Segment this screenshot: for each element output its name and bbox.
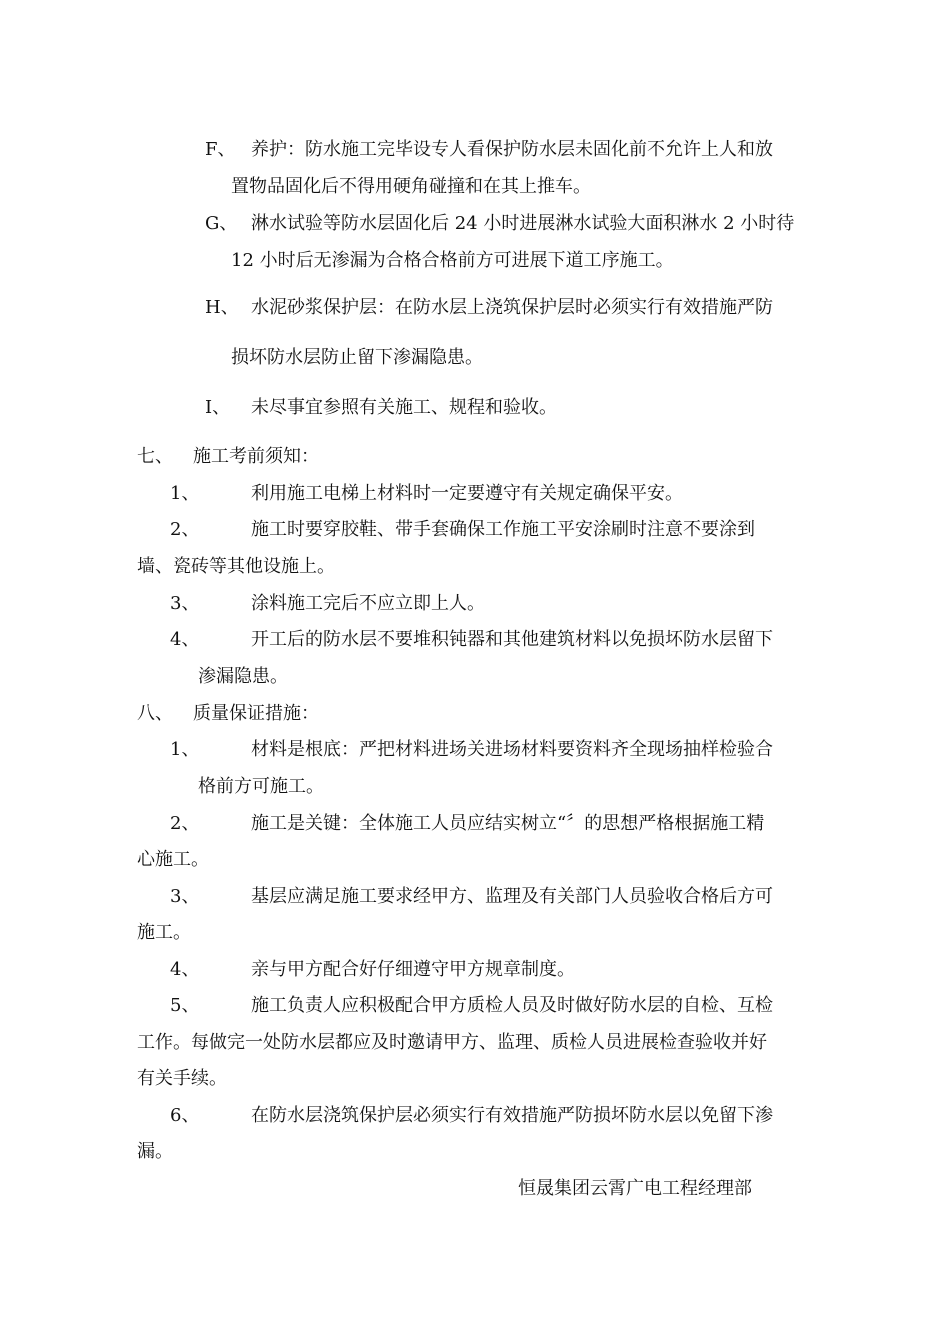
s8-item-6-line-1: 在防水层浇筑保护层必须实行有效措施严防损坏防水层以免留下渗 — [251, 1105, 773, 1126]
s8-item-5-line-2: 工作。每做完一处防水层都应及时邀请甲方、监理、质检人员进展检查验收并好 — [137, 1032, 767, 1053]
s7-item-4-line-1: 开工后的防水层不要堆积钝器和其他建筑材料以免损坏防水层留下 — [251, 629, 773, 650]
s8-item-2-line-2: 心施工。 — [137, 849, 209, 870]
s7-item-1-line-1: 利用施工电梯上材料时一定要遵守有关规定确保平安。 — [251, 483, 683, 504]
s8-item-5-line-3: 有关手续。 — [137, 1068, 227, 1089]
s7-item-2-line-1: 施工时要穿胶鞋、带手套确保工作施工平安涂刷时注意不要涂到 — [251, 519, 755, 540]
s7-item-3-line-1: 涂料施工完后不应立即上人。 — [251, 593, 485, 614]
item-label-f: F、 — [205, 139, 236, 160]
s8-item-6-num: 6、 — [170, 1105, 200, 1126]
item-f-line-2: 置物品固化后不得用硬角碰撞和在其上推车。 — [231, 176, 591, 197]
s8-item-3-num: 3、 — [170, 886, 200, 907]
s7-item-3-num: 3、 — [170, 593, 200, 614]
s8-item-3-line-1: 基层应满足施工要求经甲方、监理及有关部门人员验收合格后方可 — [251, 886, 773, 907]
item-h-line-2: 损坏防水层防止留下渗漏隐患。 — [231, 347, 483, 368]
s7-item-2-num: 2、 — [170, 519, 200, 540]
s8-item-4-line-1: 亲与甲方配合好仔细遵守甲方规章制度。 — [251, 959, 575, 980]
item-h-line-1: 水泥砂浆保护层：在防水层上浇筑保护层时必须实行有效措施严防 — [251, 297, 773, 318]
s8-item-1-num: 1、 — [170, 739, 200, 760]
section-7-label: 七、 — [137, 446, 173, 467]
s8-item-2-num: 2、 — [170, 813, 200, 834]
s7-item-1-num: 1、 — [170, 483, 200, 504]
item-label-g: G、 — [205, 213, 238, 234]
section-7-title: 施工考前须知： — [193, 446, 319, 467]
s7-item-4-line-2: 渗漏隐患。 — [198, 666, 288, 687]
s8-item-5-line-1: 施工负责人应积极配合甲方质检人员及时做好防水层的自检、互检 — [251, 995, 773, 1016]
item-label-h: H、 — [205, 297, 239, 318]
s8-item-2-line-1: 施工是关键：全体施工人员应结实树立“〞的思想严格根据施工精 — [251, 813, 765, 834]
s7-item-4-num: 4、 — [170, 629, 200, 650]
s8-item-1-line-2: 格前方可施工。 — [198, 776, 324, 797]
s8-item-1-line-1: 材料是根底：严把材料进场关进场材料要资料齐全现场抽样检验合 — [251, 739, 773, 760]
item-g-line-2: 12 小时后无渗漏为合格合格前方可进展下道工序施工。 — [231, 250, 674, 271]
section-8-title: 质量保证措施： — [193, 703, 319, 724]
item-g-line-1: 淋水试验等防水层固化后 24 小时进展淋水试验大面积淋水 2 小时待 — [251, 213, 795, 234]
signature-line: 恒晟集团云霄广电工程经理部 — [518, 1178, 752, 1199]
s8-item-5-num: 5、 — [170, 995, 200, 1016]
item-i-line-1: 未尽事宜参照有关施工、规程和验收。 — [251, 397, 557, 418]
s7-item-2-line-2: 墙、瓷砖等其他设施上。 — [137, 556, 335, 577]
s8-item-4-num: 4、 — [170, 959, 200, 980]
item-f-line-1: 养护：防水施工完毕设专人看保护防水层未固化前不允许上人和放 — [251, 139, 773, 160]
section-8-label: 八、 — [137, 703, 173, 724]
item-label-i: I、 — [205, 397, 231, 418]
s8-item-6-line-2: 漏。 — [137, 1141, 173, 1162]
s8-item-3-line-2: 施工。 — [137, 922, 191, 943]
